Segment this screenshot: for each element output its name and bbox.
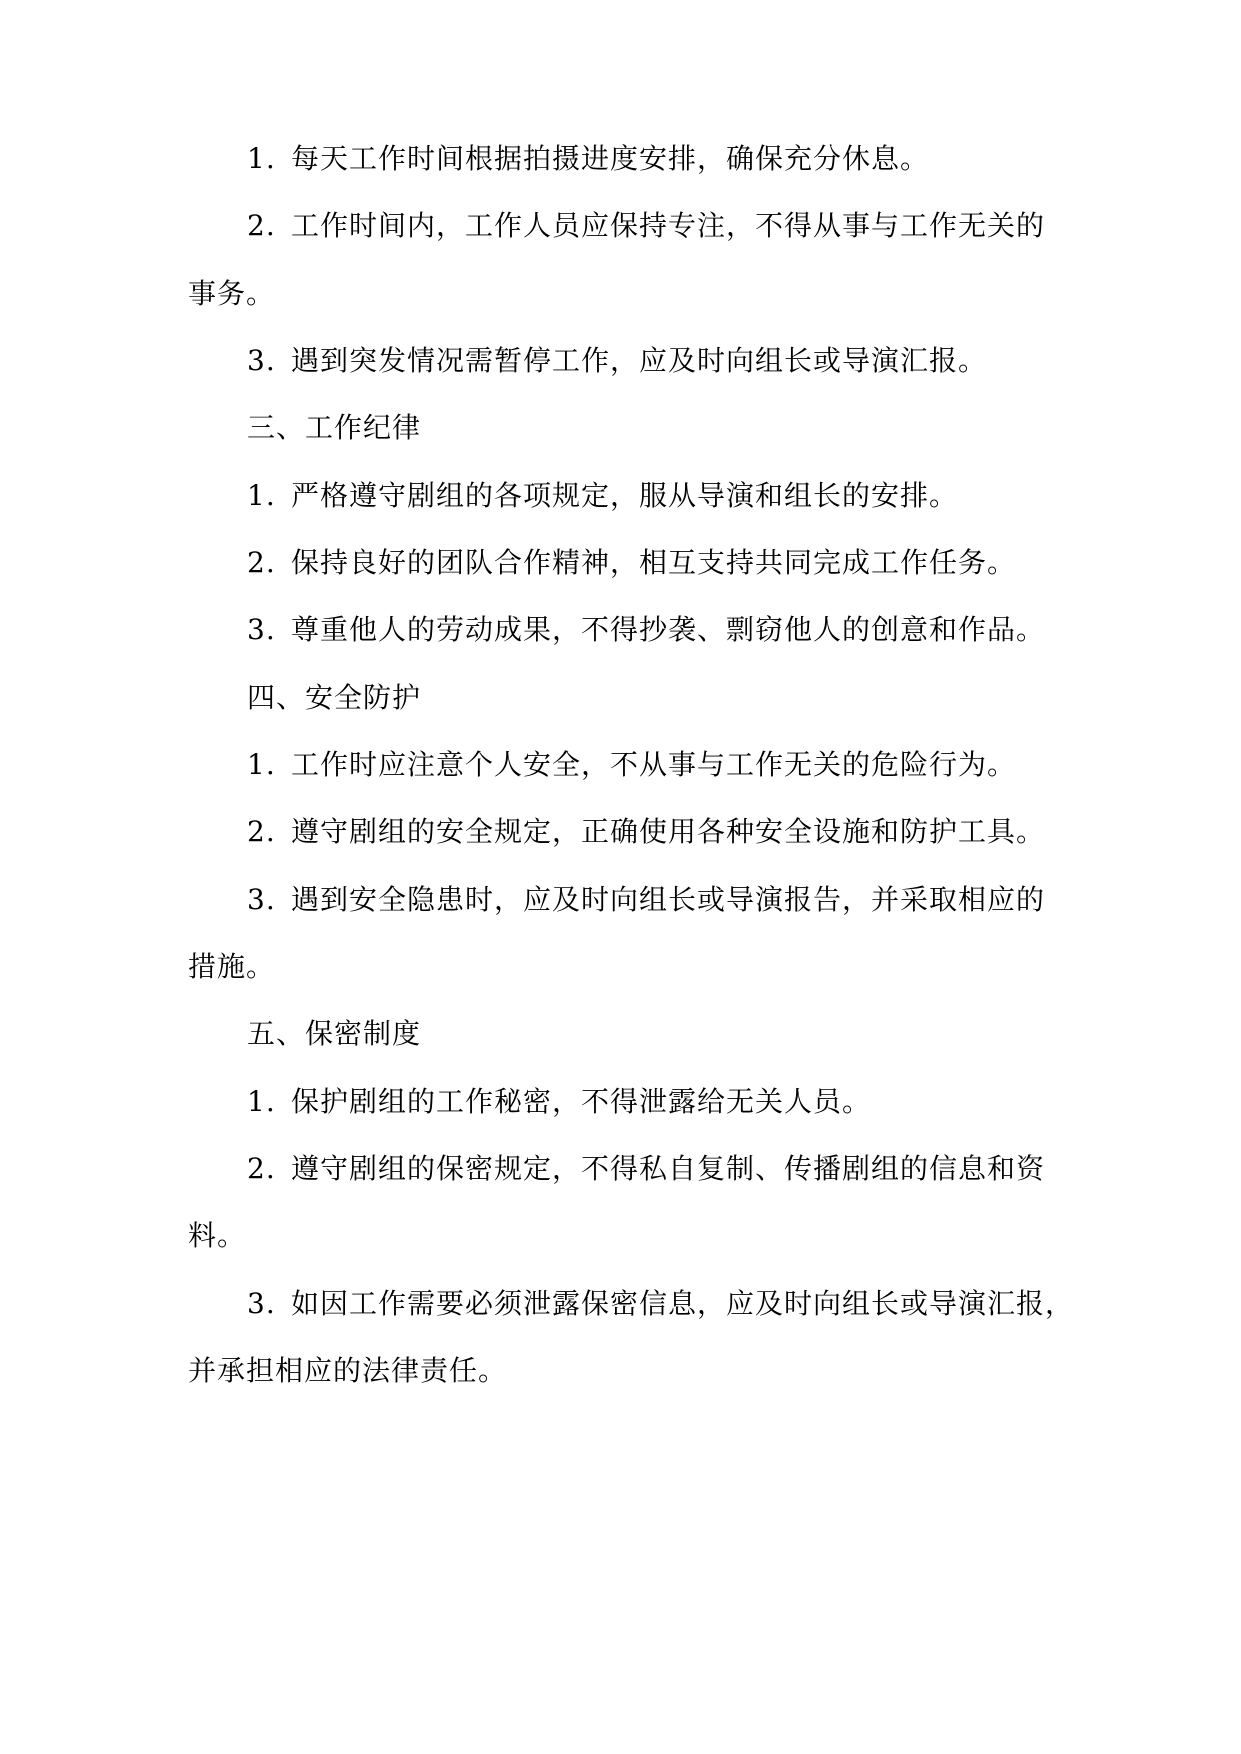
list-item: [247, 880, 1045, 920]
item-text: 遵守剧组的安全规定，正确使用各种安全设施和防护工具。: [291, 815, 1046, 848]
list-item: [247, 1284, 1074, 1324]
item-number: 2.: [247, 546, 276, 579]
item-text: 保持良好的团队合作精神，相互支持共同完成工作任务。: [291, 546, 1017, 579]
item-number: 1.: [247, 142, 276, 175]
item-text: 尊重他人的劳动成果，不得抄袭、剽窃他人的创意和作品。: [291, 613, 1046, 646]
list-item: [247, 610, 1045, 650]
list-item: [247, 476, 958, 516]
list-item: [247, 341, 987, 381]
item-text: 工作时间内，工作人员应保持专注，不得从事与工作无关的: [291, 209, 1046, 242]
section-heading: 四、安全防护: [247, 681, 422, 714]
item-text: 每天工作时间根据拍摄进度安排，确保充分休息。: [291, 142, 930, 175]
item-number: 1.: [247, 748, 276, 781]
list-item: [247, 139, 929, 179]
list-item: [247, 1149, 1045, 1189]
item-continuation: 料。: [188, 1219, 247, 1252]
item-number: 1.: [247, 479, 276, 512]
item-text: 遇到安全隐患时，应及时向组长或导演报告，并采取相应的: [291, 883, 1046, 916]
section-heading: 三、工作纪律: [247, 411, 422, 444]
item-number: 2.: [247, 209, 276, 242]
item-text: 遵守剧组的保密规定，不得私自复制、传播剧组的信息和资: [291, 1152, 1046, 1185]
item-text: 严格遵守剧组的各项规定，服从导演和组长的安排。: [291, 479, 959, 512]
item-text: 遇到突发情况需暂停工作，应及时向组长或导演汇报。: [291, 344, 988, 377]
item-number: 3.: [247, 883, 276, 916]
item-number: 3.: [247, 344, 276, 377]
section-heading: 五、保密制度: [247, 1017, 422, 1050]
list-item: [247, 206, 1045, 246]
item-continuation: 事务。: [188, 277, 276, 310]
item-continuation: 并承担相应的法律责任。: [188, 1354, 508, 1387]
item-text: 工作时应注意个人安全，不从事与工作无关的危险行为。: [291, 748, 1017, 781]
list-item: [247, 1082, 871, 1122]
item-text: 保护剧组的工作秘密，不得泄露给无关人员。: [291, 1085, 872, 1118]
list-item: [247, 812, 1045, 852]
item-text: 如因工作需要必须泄露保密信息，应及时向组长或导演汇报，: [291, 1287, 1075, 1320]
item-continuation: 措施。: [188, 950, 276, 983]
item-number: 2.: [247, 1152, 276, 1185]
item-number: 1.: [247, 1085, 276, 1118]
item-number: 2.: [247, 815, 276, 848]
list-item: [247, 745, 1016, 785]
item-number: 3.: [247, 1287, 276, 1320]
list-item: [247, 543, 1016, 583]
item-number: 3.: [247, 613, 276, 646]
